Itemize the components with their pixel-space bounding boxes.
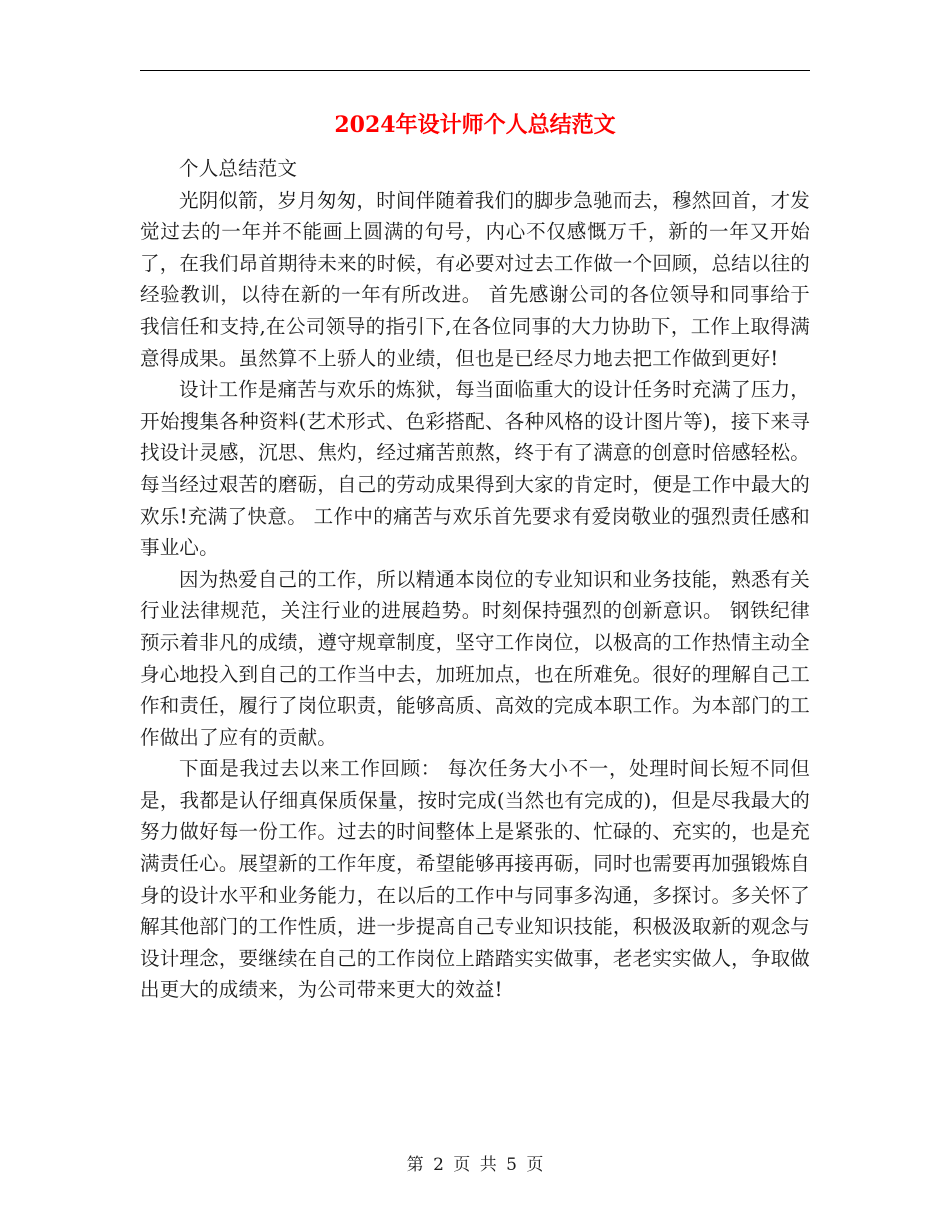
page-footer: 第 2 页 共 5 页 <box>406 1155 544 1175</box>
paragraph-4: 下面是我过去以来工作回顾： 每次任务大小不一，处理时间长短不同但是，我都是认仔细真保质保量，按时完成(当然也有完成的)，但是尽我最大的努力做好每一份工作。过去的时间整体上是紧张的、忙碌的、充实的，也是充满责任心。展望新的工作年度，希望能够再接再砺，同时也需要再加强锻炼自身的设计水平和业务能力，在以后的工作中与同事多沟通，多探讨。多关怀了解其他部门的工作性质，进一步提高自己专业知识技能，积极汲取新的观念与设计理念，要继续在自己的工作岗位上踏踏实实做事，老老实实做人，争取做出更大的成绩来，为公司带来更大的效益! <box>140 757 810 1002</box>
document-body <box>140 153 810 1006</box>
paragraph-subtitle: 个人总结范文 <box>179 157 298 180</box>
paragraph-2: 设计工作是痛苦与欢乐的炼狱，每当面临重大的设计任务时充满了压力，开始搜集各种资料(艺术形式、色彩搭配、各种风格的设计图片等)，接下来寻找设计灵感，沉思、焦灼，经过痛苦煎熬，终于有了满意的创意时倍感轻松。每当经过艰苦的磨砺，自己的劳动成果得到大家的肯定时，便是工作中最大的欢乐!充满了快意。 工作中的痛苦与欢乐首先要求有爱岗敬业的强烈责任感和事业心。 <box>140 378 810 560</box>
document-title: 2024年设计师个人总结范文 <box>334 112 616 138</box>
header-rule <box>140 70 810 71</box>
paragraph-1: 光阴似箭，岁月匆匆，时间伴随着我们的脚步急驰而去，穆然回首，才发觉过去的一年并不能画上圆满的句号，内心不仅感慨万千，新的一年又开始了，在我们昂首期待未来的时候，有必要对过去工作做一个回顾，总结以往的经验教训，以待在新的一年有所改进。 首先感谢公司的各位领导和同事给于我信任和支持,在公司领导的指引下,在各位同事的大力协助下，工作上取得满意得成果。虽然算不上骄人的业绩，但也是已经尽力地去把工作做到更好! <box>140 188 810 370</box>
paragraph-3: 因为热爱自己的工作，所以精通本岗位的专业知识和业务技能，熟悉有关行业法律规范，关注行业的进展趋势。时刻保持强烈的创新意识。 钢铁纪律预示着非凡的成绩，遵守规章制度，坚守工作岗位，以极高的工作热情主动全身心地投入到自己的工作当中去，加班加点，也在所难免。很好的理解自己工作和责任，履行了岗位职责，能够高质、高效的完成本职工作。为本部门的工作做出了应有的贡献。 <box>140 567 810 749</box>
